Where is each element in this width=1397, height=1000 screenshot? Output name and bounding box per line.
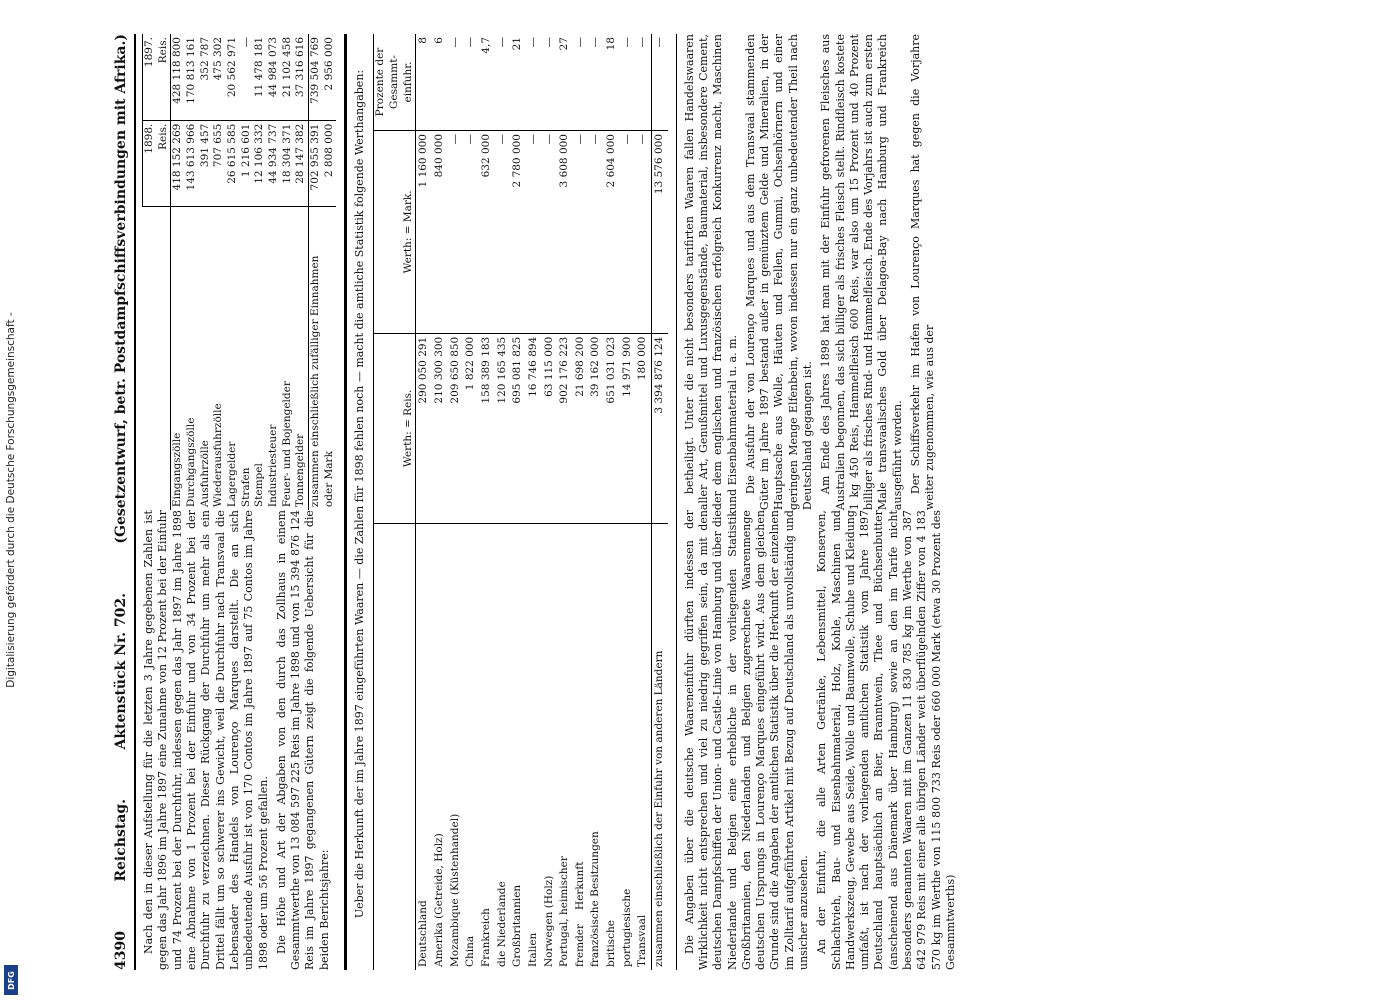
country-label: Großbritannien (511, 884, 524, 967)
row-label (635, 524, 651, 971)
table-row (542, 34, 558, 970)
value-mark: — (495, 131, 511, 334)
table-row (294, 34, 308, 510)
table-row (463, 34, 479, 970)
table-row (240, 34, 254, 510)
country-label: französische Besitzungen (589, 831, 602, 967)
dfg-logo: DFG (4, 965, 18, 995)
table-row (226, 34, 240, 510)
row-label: zusammen einschließlich zufälliger Einnahmen (308, 207, 322, 510)
header-center: Aktenstück Nr. 702. (113, 593, 129, 750)
row-label: oder Mark (322, 451, 335, 508)
country-label: Deutschland (417, 900, 430, 967)
value-reis: 695 081 825 (510, 333, 526, 523)
col-header-pct: Prozente der Gesammt-einfuhr. (374, 34, 416, 131)
row-label: Durchgangszölle (185, 417, 198, 508)
value-1897: 739 504 769 (308, 34, 322, 120)
value-mark: — (526, 131, 542, 334)
value-1897: 21 102 458 (281, 34, 295, 120)
value-pct: — (463, 34, 479, 131)
table-row (281, 34, 295, 510)
value-1898: 2 808 000 (323, 120, 337, 207)
paragraph: Nach den in dieser Aufstellung für die letzten 3 Jahre gegebenen Zahlen ist gegen das Jahr 1896 im Jahre 1897 eine Zunahme von 12 Prozent bei der Einfuhr und 74 Prozent bei der Durchfuhr, indessen gegen das Jahr 1897 im Jahre 1898 eine Abnahme von 1 Prozent bei der Einfuhr und von 34 Prozent bei der Durchfuhr zu verzeichnen. Dieser Rückgang der Durchfuhr um mehr als ein Drittel fällt um so schwerer ins Gewicht, weil die Durchfuhr nach Transvaal die Lebensader des Handels von Lourenço Marques darstellt. Die an sich unbedeutende Ausfuhr ist von 170 Contos im Jahre 1897 auf 75 Contos im Jahre 1898 oder um 56 Prozent gefallen. (142, 510, 270, 970)
row-label: Feuer- und Bojengelder (280, 381, 293, 508)
value-mark: — (588, 131, 604, 334)
value-mark: 2 604 000 (604, 131, 620, 334)
value-reis: 902 176 223 (557, 333, 573, 523)
rotated-document (112, 34, 1312, 970)
value-pct: 27 (557, 34, 573, 131)
paragraph: Am Ende des Jahres 1898 hat man mit der Einfuhr gefrorenen Fleisches aus Australien begonnen, das sich billiger als frisches Fleisch stellt. Rindfleisch kostete 1 kg 450 Reis, Hammelfleisch 600 Reis, war also um 15 Prozent und 40 Prozent billiger als frisches Rind- und Hammelfleisch. Ende des Vorjahrs ist auch zum ersten Male transvaalisches Gold über Delagoa-Bay nach Hamburg und Frankreich ausgeführt worden. (819, 34, 904, 511)
table-row (171, 34, 185, 510)
value-mark: 1 160 000 (416, 131, 432, 334)
table-row (212, 34, 226, 510)
country-label: Norwegen (Holz) (542, 875, 555, 967)
value-reis: 158 389 183 (479, 333, 495, 523)
row-label (416, 524, 432, 971)
value-mark: 840 000 (432, 131, 448, 334)
value-1898: 391 457 (199, 120, 213, 207)
value-1898: 418 152 269 (171, 120, 185, 207)
col-header-reis: Werth: = Reis. (374, 333, 416, 523)
value-mark: — (448, 131, 464, 334)
value-pct: — (495, 34, 511, 131)
value-1898: 44 934 737 (267, 120, 281, 207)
country-label: Transvaal (636, 914, 649, 967)
bottom-right-column (683, 34, 963, 510)
country-label: China (464, 935, 477, 967)
total-row (651, 34, 667, 970)
value-reis: 209 650 850 (448, 333, 464, 523)
row-label (510, 524, 526, 971)
value-mark: — (620, 131, 636, 334)
value-1898: 26 615 585 (226, 120, 240, 207)
row-label (573, 524, 589, 971)
table-row (416, 34, 432, 970)
value-1898: 702 955 391 (308, 120, 322, 207)
value-reis: 14 971 900 (620, 333, 636, 523)
row-label: Ausfuhrzölle (198, 440, 211, 508)
row-label (526, 524, 542, 971)
row-label: Tonnengelder (294, 433, 307, 508)
table-row (620, 34, 636, 970)
value-mark: 632 000 (479, 131, 495, 334)
col-header-1898: 1898. Reis. (143, 120, 171, 207)
value-reis: 1 822 000 (463, 333, 479, 523)
row-label (542, 524, 558, 971)
running-header (112, 34, 136, 970)
row-label (463, 524, 479, 971)
value-reis: 39 162 000 (588, 333, 604, 523)
dfg-sidebar (0, 0, 22, 1000)
col-header-mark: Werth: = Mark. (374, 131, 416, 334)
value-pct: 21 (510, 34, 526, 131)
country-label: Mozambique (Küstenhandel) (448, 813, 461, 967)
table-row (635, 34, 651, 970)
page-number: 4390 (113, 931, 129, 970)
table-row (588, 34, 604, 970)
country-label: portugiesische (620, 888, 633, 967)
value-mark: 3 608 000 (557, 131, 573, 334)
country-label: Frankreich (479, 908, 492, 967)
table-row (432, 34, 448, 970)
intro-herkunft: Ueber die Herkunft der im Jahre 1897 eingeführten Waaren — die Zahlen für 1898 fehlen noch — macht die amtliche Statistik folgende Werthangaben: (353, 69, 367, 919)
value-1898: 1 216 601 (240, 120, 254, 207)
value-reis: 651 031 023 (604, 333, 620, 523)
table-row (479, 34, 495, 970)
table-row (526, 34, 542, 970)
value-1897: 44 984 073 (267, 34, 281, 120)
abgaben-column (142, 34, 336, 510)
value-pct: — (651, 34, 667, 131)
row-label (557, 524, 573, 971)
section-rule (676, 34, 677, 970)
value-mark: — (573, 131, 589, 334)
table-row (253, 34, 267, 510)
value-pct: — (542, 34, 558, 131)
value-reis: 120 165 435 (495, 333, 511, 523)
table-row (604, 34, 620, 970)
row-label (432, 524, 448, 971)
value-mark: — (542, 131, 558, 334)
value-pct: — (620, 34, 636, 131)
row-label: Eingangszölle (171, 432, 184, 508)
table-row (185, 34, 199, 510)
value-reis: 21 698 200 (573, 333, 589, 523)
herkunft-table (373, 34, 667, 970)
total-row (308, 34, 322, 510)
bottom-columns (683, 34, 963, 970)
value-pct: — (526, 34, 542, 131)
value-pct: 8 (416, 34, 432, 131)
value-1897: 475 302 (212, 34, 226, 120)
value-reis: 3 394 876 124 (651, 333, 667, 523)
value-1898: 12 106 332 (253, 120, 267, 207)
value-pct: — (635, 34, 651, 131)
value-1898: 28 147 382 (294, 120, 308, 207)
herkunft-label: Herkunft (573, 861, 586, 910)
top-columns (142, 34, 336, 970)
table-row (573, 34, 589, 970)
value-1898: 707 655 (212, 120, 226, 207)
table-row (267, 34, 281, 510)
value-reis: 290 050 291 (416, 333, 432, 523)
table-row (495, 34, 511, 970)
value-mark: — (463, 131, 479, 334)
value-1897: 352 787 (199, 34, 213, 120)
value-1897: 37 316 616 (294, 34, 308, 120)
value-pct: 18 (604, 34, 620, 131)
paragraph: Der Schiffsverkehr im Hafen von Lourenço Marques hat gegen die Vorjahre weiter zugenommen, wie aus der (909, 34, 937, 511)
value-mark: 2 780 000 (510, 131, 526, 334)
country-label: die Niederlande (495, 881, 508, 967)
value-mark: 13 576 000 (651, 131, 667, 334)
value-1897: 428 118 800 (171, 34, 185, 120)
header-left: Reichstag. (113, 798, 129, 882)
value-mark: — (635, 131, 651, 334)
row-label (495, 524, 511, 971)
row-label: zusammen einschließlich der Einfuhr von anderen Ländern (651, 524, 667, 971)
row-label (448, 524, 464, 971)
value-pct: 6 (432, 34, 448, 131)
total-row (323, 34, 337, 510)
paragraph: Die Angaben über die deutsche Waareneinfuhr dürften indessen der Wirklichkeit nicht entsprechen und viel zu niedrig gegriffen sein, da mit den deutschen Dampfschiffen der Union- und Castle-Linie von Hamburg und über die Niederlande und Belgien eine erhebliche in der vorliegenden Statistik Großbritannien, den Niederlanden und Belgien zugerechnete Waarenmenge deutschen Ursprungs in Lourenço Marques eingeführt wird. Aus dem gleichen Grunde sind die Angaben der amtlichen Statistik über die Herkunft der einzelnen im Zolltarif aufgeführten Artikel mit Bezug auf Deutschland als unvollständig und unsicher anzusehen. (682, 510, 810, 970)
value-reis: 16 746 894 (526, 333, 542, 523)
value-1897: — (240, 34, 254, 120)
col-header-1897: 1897. Reis. (143, 34, 171, 120)
country-label: fremder (573, 923, 586, 967)
value-1898: 143 613 966 (185, 120, 199, 207)
country-label: Portugal, heimischer (558, 856, 571, 967)
bottom-left-column (683, 510, 963, 970)
table-row (448, 34, 464, 970)
country-label: Amerika (Getreide, Holz) (433, 833, 446, 967)
value-1897: 11 478 181 (253, 34, 267, 120)
country-label: Italien (526, 932, 539, 967)
value-reis: 63 115 000 (542, 333, 558, 523)
value-pct: 4,7 (479, 34, 495, 131)
paragraph: Die Ausfuhr der von Lourenço Marques und aus dem Transvaal stammenden Güter im Jahre 1897 bestand außer in gemünztem Gelde und Mineralien, in der Hauptsache aus Wolle, Häuten und Fellen, Gummi, Ochsenhörnern und einer geringen Menge Elfenbein, wovon indessen nur ein ganz unbedeutender Theil nach Deutschland gegangen ist. (743, 34, 814, 511)
abgaben-table (142, 34, 336, 510)
value-1898: 18 304 371 (281, 120, 295, 207)
row-label (604, 524, 620, 971)
table-row (510, 34, 526, 970)
value-1897: 170 813 161 (185, 34, 199, 120)
row-label: Strafen (239, 467, 252, 508)
table-row (557, 34, 573, 970)
row-label (479, 524, 495, 971)
value-pct: — (588, 34, 604, 131)
row-label (588, 524, 604, 971)
value-1897: 20 562 971 (226, 34, 240, 120)
top-left-column (142, 510, 336, 970)
value-pct: — (448, 34, 464, 131)
row-label: Wiederausfuhrzölle (212, 403, 225, 508)
value-reis: 210 300 300 (432, 333, 448, 523)
section-rule (344, 34, 347, 970)
value-reis: 180 000 (635, 333, 651, 523)
paragraph: An der Einfuhr, die alle Arten Getränke, Lebensmittel, Konserven, Schlachtvieh, Bau- und Eisenbahnmaterial, Holz, Kohle, Maschinen und Handwerkszeug, Gewebe aus Seide, Wolle und Baumwolle, Schuhe und Kleidung umfaßt, ist nach der vorliegenden amtlichen Statistik vom Jahre 1897 Deutschland hauptsächlich an Bier, Branntwein, Thee und Büchsenbutter (anscheinend aus Dänemark über Hamburg) sowie an den im Tarife nicht besonders genannten Waaren mit im Ganzen 11 830 785 kg im Werthe von 387 642 979 Reis mit einer alle übrigen Länder weit überflügelnden Ziffer von 4 183 570 kg im Werthe von 115 800 733 Reis oder 660 000 Mark (etwa 30 Prozent des Gesammtwerths) (815, 510, 957, 970)
dfg-credit: Digitalisierung gefördert durch die Deutsche Forschungsgemeinschaft - (5, 312, 17, 688)
row-label (620, 524, 636, 971)
header-right: (Gesetzentwurf, betr. Postdampfschiffsverbindungen mit Afrika.) (113, 34, 129, 544)
table-row (199, 34, 213, 510)
country-label: britische (605, 920, 618, 967)
row-label: Industriesteuer (266, 424, 279, 508)
row-label: Stempel (253, 463, 266, 508)
paragraph: betheiligt. Unter die nicht besonders tarifirten Waaren fallen Handelswaaren aller Art, Genußmittel und Luxusgegenstände, Baumaterial, insbesondere Cement, der dem englischen und französischen erfolgreich Konkurrenz macht, Maschinen und Eisenbahnmaterial u. a. m. (682, 34, 739, 511)
value-pct: — (573, 34, 589, 131)
row-label: Lagergelder (226, 441, 239, 508)
value-1897: 2 956 000 (323, 34, 337, 120)
paragraph: Die Höhe und Art der Abgaben von den durch das Zollhaus in einem Gesammtwerthe von 13 084 597 225 Reis im Jahre 1898 und von 15 394 876 124 Reis im Jahre 1897 gegangenen Gütern zeigt die folgende Uebersicht für die beiden Berichtsjahre: (274, 510, 331, 970)
